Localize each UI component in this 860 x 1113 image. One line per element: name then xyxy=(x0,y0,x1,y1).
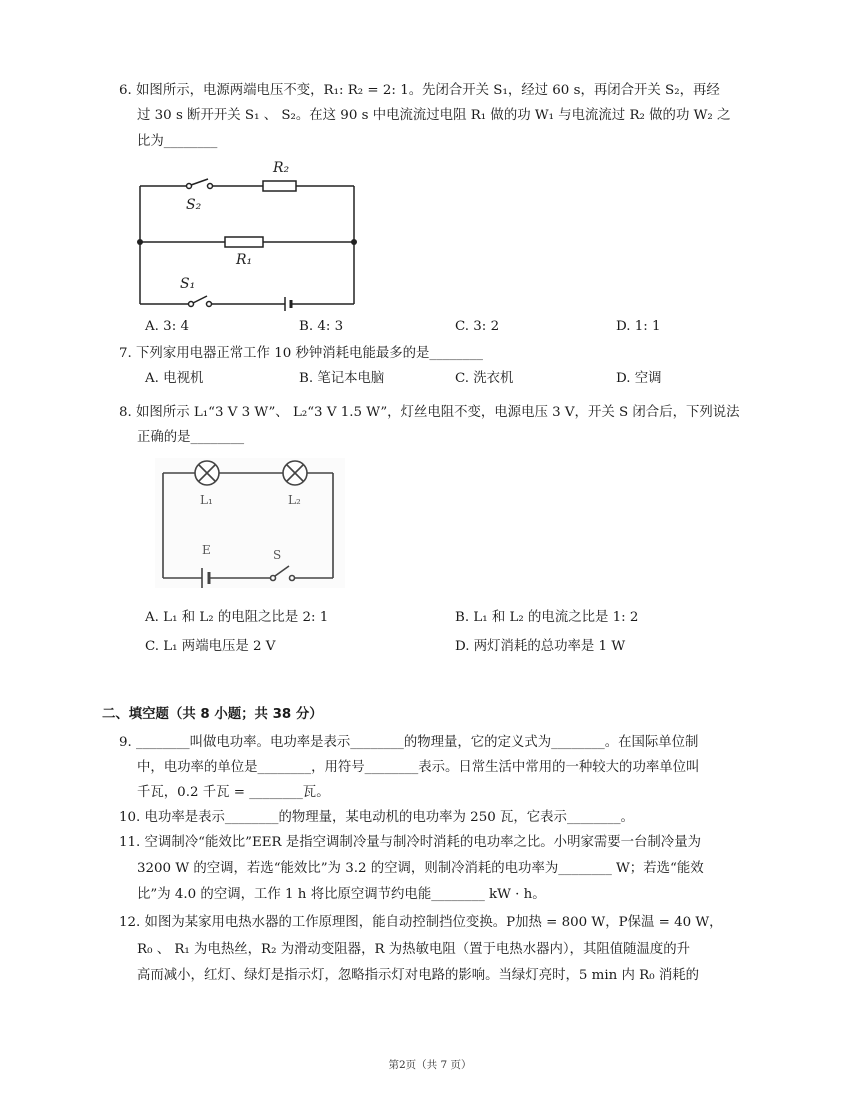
section-heading: 二、填空题（共 8 小题；共 38 分） xyxy=(102,707,323,722)
q8-option-b: B. L₁ 和 L₂ 的电流之比是 1: 2 xyxy=(455,610,639,625)
q6-option-c: C. 3: 2 xyxy=(455,319,500,334)
q11-line1: 11. 空调制冷“能效比”EER 是指空调制冷量与制冷时消耗的电功率之比。小明家需要一台制冷量为 xyxy=(119,835,701,850)
page-footer: 第2页（共 7 页） xyxy=(388,1059,472,1071)
q11-line3: 比”为 4.0 的空调，工作 1 h 将比原空调节约电能________ kW · h。 xyxy=(137,887,546,902)
q11-line2: 3200 W 的空调，若选“能效比”为 3.2 的空调，则制冷消耗的电功率为________ W；若选“能效 xyxy=(137,861,704,876)
q8-label-l2: L₂ xyxy=(288,493,301,507)
q8-option-d: D. 两灯消耗的总功率是 1 W xyxy=(455,639,626,654)
q10-line1: 10. 电功率是表示________的物理量，某电动机的电功率为 250 瓦，它表示________。 xyxy=(119,810,634,825)
q7-option-c: C. 洗衣机 xyxy=(455,371,514,386)
q7-option-a: A. 电视机 xyxy=(145,371,204,386)
q8-option-c: C. L₁ 两端电压是 2 V xyxy=(145,639,276,654)
q8-line2: 正确的是________ xyxy=(137,430,245,445)
q8-label-l1: L₁ xyxy=(200,493,213,507)
q6-option-b: B. 4: 3 xyxy=(299,319,344,334)
q6-line3: 比为________ xyxy=(137,134,218,149)
q6-line2: 过 30 s 断开开关 S₁ 、 S₂。在这 90 s 中电流流过电阻 R₁ 做的功 W₁ 与电流流过 R₂ 做的功 W₂ 之 xyxy=(137,108,731,123)
q6-circuit-diagram xyxy=(128,154,368,314)
q6-label-r1: R₁ xyxy=(236,252,253,268)
q6-option-d: D. 1: 1 xyxy=(616,319,661,334)
q8-label-s: S xyxy=(273,548,282,562)
q12-line1: 12. 如图为某家用电热水器的工作原理图，能自动控制挡位变换。P加热 = 800 W，P保温 = 40 W， xyxy=(119,915,723,930)
q7-option-b: B. 笔记本电脑 xyxy=(299,371,385,386)
q12-line3: 高而减小，红灯、绿灯是指示灯，忽略指示灯对电路的影响。当绿灯亮时，5 min 内 R₀ 消耗的 xyxy=(137,968,700,983)
q8-option-a: A. L₁ 和 L₂ 的电阻之比是 2: 1 xyxy=(145,610,329,625)
q7-option-d: D. 空调 xyxy=(616,371,662,386)
q12-line2: R₀ 、 R₁ 为电热丝，R₂ 为滑动变阻器，R 为热敏电阻（置于电热水器内），其阻值随温度的升 xyxy=(137,942,691,957)
q8-circuit-diagram xyxy=(155,458,345,588)
q6-label-r2: R₂ xyxy=(273,160,290,176)
q8-line1: 8. 如图所示 L₁“3 V 3 W”、 L₂“3 V 1.5 W”，灯丝电阻不变，电源电压 3 V，开关 S 闭合后，下列说法 xyxy=(119,405,740,420)
q8-label-e: E xyxy=(202,543,211,557)
q7-line1: 7. 下列家用电器正常工作 10 秒钟消耗电能最多的是________ xyxy=(119,346,483,361)
q9-line2: 中，电功率的单位是________，用符号________表示。日常生活中常用的一种较大的功率单位叫 xyxy=(137,760,700,775)
q6-label-s1: S₁ xyxy=(180,276,196,292)
q9-line3: 千瓦，0.2 千瓦 = ________瓦。 xyxy=(137,785,330,800)
q6-label-s2: S₂ xyxy=(186,197,202,213)
q6-option-a: A. 3: 4 xyxy=(145,319,189,334)
q6-line1: 6. 如图所示，电源两端电压不变，R₁: R₂ = 2: 1。先闭合开关 S₁，经过 60 s，再闭合开关 S₂，再经 xyxy=(119,83,720,98)
q9-line1: 9. ________叫做电功率。电功率是表示________的物理量，它的定义式为________。在国际单位制 xyxy=(119,735,699,750)
